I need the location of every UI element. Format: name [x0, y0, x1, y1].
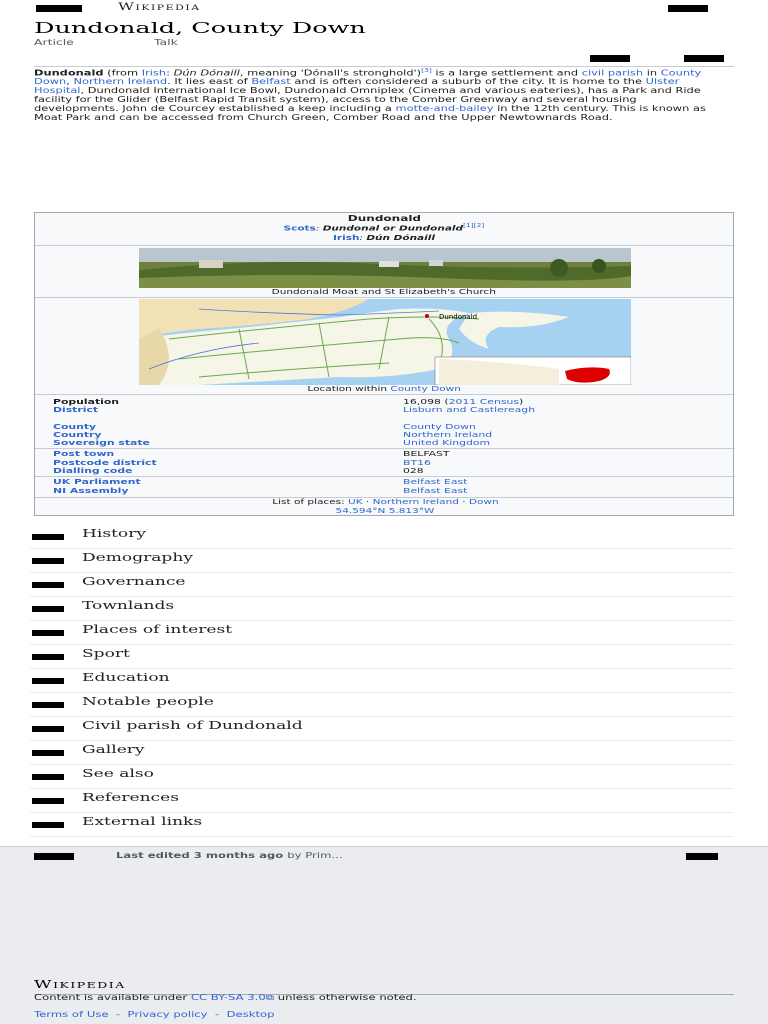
- link-northern-ireland[interactable]: Northern Ireland: [73, 77, 168, 87]
- external-link-icon: ⧉: [265, 993, 275, 1002]
- hamburger-menu-icon[interactable]: [36, 5, 82, 12]
- history-icon: [34, 853, 74, 860]
- map-marker-label: Dundonald: [439, 313, 478, 321]
- lead-paragraph: Dundonald (from Irish: Dún Dónaill, meaning 'Dónall's stronghold')[3] is a large settlement and civil parish in County Down, Northern Ireland. It lies east of Belfast and is often considered a suburb of the city. It is home to the Ulster Hospital, Dundonald International Ice Bowl, Dundonald Omniplex (Cinema and various eateries), has a Park and Ride facility for the Glider (Belfast Rapid Transit system), access to the Comber Greenway and several housing developments. John de Courcey established a keep including a motte-and-bailey in the 12th century. This is known as Moat Park and can be accessed from Church Green, Comber Road and the Upper Newtownards Road.: [34, 68, 706, 122]
- infobox-row-post-town: Post town BELFAST: [53, 450, 450, 458]
- link-ni-assembly[interactable]: NI Assembly: [53, 487, 129, 495]
- expand-icon: [32, 678, 64, 684]
- section-gallery[interactable]: Gallery: [30, 740, 734, 765]
- infobox-row-uk-parliament: [53, 478, 713, 486]
- link-desktop[interactable]: Desktop: [226, 1010, 275, 1019]
- license-text: Content is available under CC BY-SA 3.0⧉ unless otherwise noted.: [34, 993, 417, 1002]
- expand-icon: [32, 582, 64, 588]
- link-2011-census[interactable]: 2011 Census: [448, 398, 520, 406]
- ref-3[interactable]: [3]: [421, 68, 432, 74]
- top-bar: [0, 0, 768, 14]
- link-county-down-map[interactable]: County Down: [390, 385, 461, 393]
- section-places-of-interest[interactable]: Places of interest: [30, 620, 734, 645]
- link-belfast[interactable]: Belfast: [251, 77, 291, 87]
- link-places-northern-ireland[interactable]: Northern Ireland: [372, 498, 459, 506]
- coordinates-link[interactable]: 54.594°N 5.813°W: [335, 507, 435, 515]
- expand-icon: [32, 774, 64, 780]
- edit-pencil-icon[interactable]: [684, 55, 724, 62]
- expand-icon: [32, 558, 64, 564]
- section-civil-parish[interactable]: Civil parish of Dundonald: [30, 716, 734, 741]
- infobox-row-postcode: [53, 459, 713, 467]
- link-belfast-east-parliament[interactable]: Belfast East: [403, 478, 468, 486]
- link-district[interactable]: District: [53, 406, 99, 414]
- tab-article[interactable]: Article: [34, 38, 74, 47]
- link-civil-parish[interactable]: civil parish: [581, 68, 644, 78]
- link-bt16[interactable]: BT16: [403, 459, 431, 467]
- coordinates: [35, 507, 735, 515]
- map-caption: Location within County Down: [307, 385, 461, 393]
- link-motte-and-bailey[interactable]: motte-and-bailey: [395, 103, 494, 113]
- link-dialling-code[interactable]: Dialling code: [53, 467, 133, 475]
- location-map[interactable]: [139, 299, 631, 385]
- link-irish[interactable]: Irish: [141, 68, 167, 78]
- section-see-also[interactable]: See also: [30, 764, 734, 789]
- infobox-scots: Scots: Dundonal or Dundonald[1][2]: [283, 223, 485, 233]
- link-northern-ireland-value[interactable]: Northern Ireland: [403, 431, 493, 439]
- infobox: [34, 212, 734, 516]
- infobox-row-country: [53, 431, 713, 439]
- expand-icon: [32, 654, 64, 660]
- link-country[interactable]: Country: [53, 431, 102, 439]
- expand-icon: [32, 534, 64, 540]
- ref-1-2[interactable]: [1][2]: [463, 223, 485, 229]
- infobox-row-county: [53, 423, 713, 431]
- language-icon[interactable]: [590, 55, 630, 62]
- infobox-divider: [35, 297, 733, 298]
- section-external-links[interactable]: External links: [30, 812, 734, 837]
- link-terms-of-use[interactable]: Terms of Use: [34, 1010, 109, 1019]
- infobox-row-population: Population 16,098 (2011 Census): [53, 398, 524, 406]
- infobox-title: Dundonald: [347, 214, 421, 223]
- infobox-divider: [35, 476, 735, 477]
- footer-wordmark: Wikipedia: [34, 978, 126, 991]
- link-lisburn-castlereagh[interactable]: Lisburn and Castlereagh: [403, 406, 536, 414]
- link-postcode-district[interactable]: Postcode district: [53, 459, 157, 467]
- link-county[interactable]: County: [53, 423, 97, 431]
- expand-icon: [32, 606, 64, 612]
- infobox-row-dialling-code: Dialling code 028: [53, 467, 424, 475]
- section-demography[interactable]: Demography: [30, 548, 734, 573]
- expand-icon: [32, 750, 64, 756]
- footer: [0, 864, 768, 1024]
- moat-photo-image: [139, 248, 631, 288]
- lead-bold-title: Dundonald: [34, 68, 104, 78]
- county-down-map: [139, 299, 631, 385]
- link-cc-by-sa[interactable]: CC BY-SA 3.0: [190, 993, 266, 1002]
- section-townlands[interactable]: Townlands: [30, 596, 734, 621]
- infobox-row-ni-assembly: [53, 487, 713, 495]
- link-privacy-policy[interactable]: Privacy policy: [127, 1010, 208, 1019]
- page-title: Dundonald, County Down: [34, 19, 366, 37]
- section-references[interactable]: References: [30, 788, 734, 813]
- link-places-uk[interactable]: UK: [347, 498, 363, 506]
- expand-icon: [32, 726, 64, 732]
- tab-talk[interactable]: Talk: [154, 38, 178, 47]
- infobox-divider: [35, 448, 735, 449]
- link-county-down[interactable]: County Down: [34, 68, 702, 87]
- expand-icon: [32, 798, 64, 804]
- section-sport[interactable]: Sport: [30, 644, 734, 669]
- infobox-irish: Irish: Dún Dónaill: [333, 234, 435, 242]
- infobox-row-sovereign-state: [53, 439, 713, 447]
- photo-caption: Dundonald Moat and St Elizabeth's Church: [271, 288, 497, 296]
- wikipedia-wordmark[interactable]: Wikipedia: [118, 2, 201, 13]
- section-governance[interactable]: Governance: [30, 572, 734, 597]
- link-scots[interactable]: Scots: [283, 224, 316, 233]
- link-post-town[interactable]: Post town: [53, 450, 115, 458]
- list-of-places: List of places: UK · Northern Ireland · Down: [271, 498, 499, 506]
- footer-links: Terms of Use - Privacy policy - Desktop: [34, 1010, 275, 1019]
- infobox-row-district: [53, 406, 713, 414]
- section-notable-people[interactable]: Notable people: [30, 692, 734, 717]
- link-united-kingdom[interactable]: United Kingdom: [403, 439, 491, 447]
- link-places-down[interactable]: Down: [468, 498, 499, 506]
- link-county-down-value[interactable]: County Down: [403, 423, 476, 431]
- expand-icon: [32, 822, 64, 828]
- last-edited-bar[interactable]: Last edited 3 months ago by Prim…: [0, 846, 768, 865]
- expand-icon: [32, 702, 64, 708]
- link-belfast-east-assembly[interactable]: Belfast East: [403, 487, 468, 495]
- chevron-right-icon: [686, 853, 718, 860]
- link-sovereign-state[interactable]: Sovereign state: [53, 439, 150, 447]
- link-irish-infobox[interactable]: Irish: [333, 234, 360, 242]
- dundonald-moat-photo[interactable]: [139, 248, 631, 288]
- infobox-divider: [35, 245, 733, 246]
- section-history[interactable]: History: [30, 524, 734, 549]
- link-uk-parliament[interactable]: UK Parliament: [53, 478, 141, 486]
- section-education[interactable]: Education: [30, 668, 734, 693]
- link-ulster-hospital[interactable]: Ulster Hospital: [34, 77, 680, 96]
- expand-icon: [32, 630, 64, 636]
- search-icon[interactable]: [668, 5, 708, 12]
- infobox-divider: [35, 394, 733, 395]
